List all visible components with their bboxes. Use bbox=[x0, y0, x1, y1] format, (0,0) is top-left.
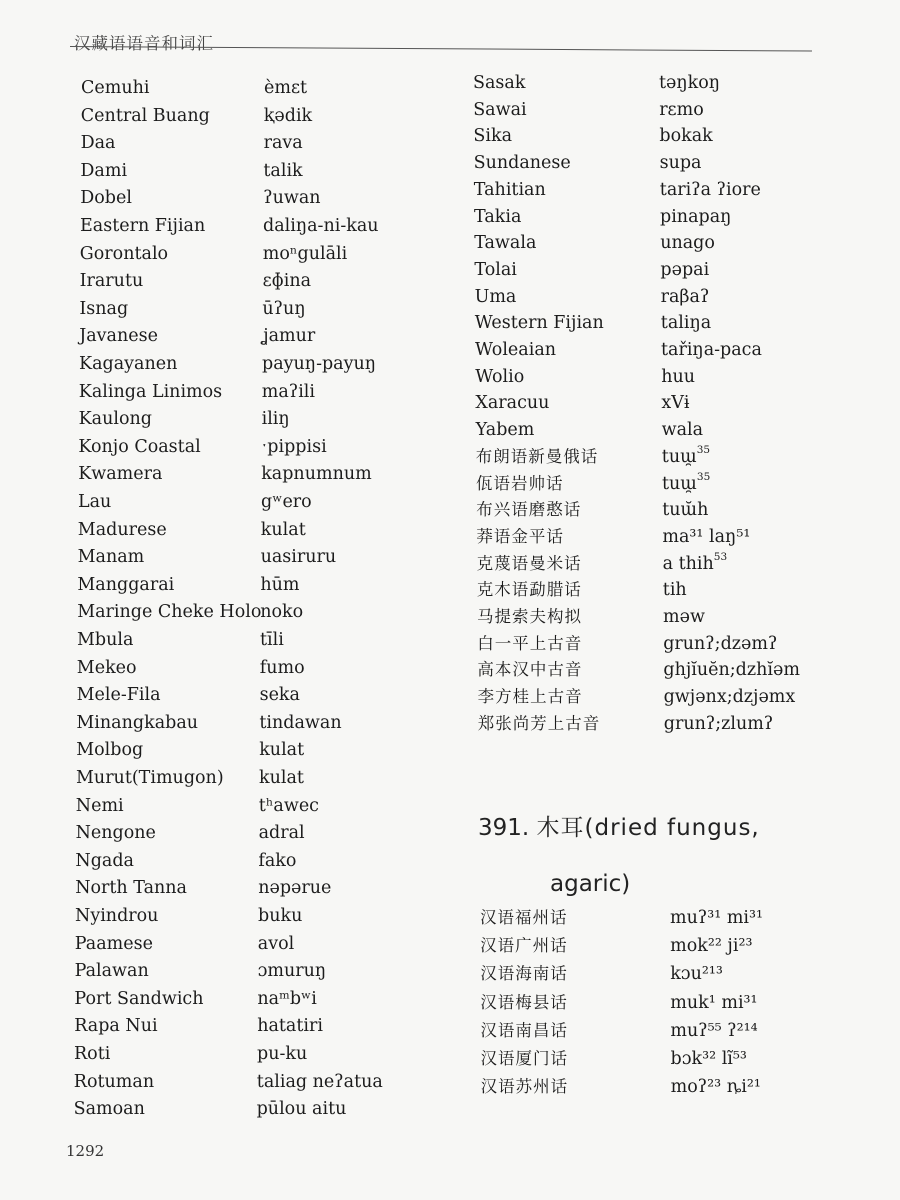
word-text: ɔmuruŋ bbox=[257, 961, 327, 982]
word-text: supa bbox=[659, 153, 702, 174]
word-form bbox=[670, 961, 723, 987]
word-form bbox=[257, 1013, 323, 1039]
entry-row bbox=[476, 444, 710, 470]
word-text: fako bbox=[258, 850, 297, 871]
word-text: gwjənx;dzjəmx bbox=[663, 687, 796, 708]
language-name: Nengone bbox=[75, 823, 156, 844]
word-form bbox=[664, 684, 796, 710]
word-text: moⁿgulāli bbox=[262, 243, 348, 264]
word-form bbox=[258, 875, 331, 901]
language-name: Murut(Timugon) bbox=[76, 768, 224, 788]
language-name: Sika bbox=[473, 126, 513, 147]
word-form bbox=[261, 544, 337, 570]
language-name: Ngada bbox=[75, 850, 134, 871]
word-text: kulat bbox=[260, 519, 306, 540]
word-text: payuŋ-payuŋ bbox=[262, 354, 377, 374]
entry-row bbox=[475, 390, 689, 416]
word-text: hatatiri bbox=[257, 1016, 323, 1037]
entry-row bbox=[80, 268, 311, 294]
entry-row bbox=[77, 572, 299, 598]
language-name: 汉语广州话 bbox=[480, 936, 568, 956]
language-name: 汉语苏州话 bbox=[480, 1077, 569, 1097]
language-name: Woleaian bbox=[475, 340, 557, 360]
language-name: Kaulong bbox=[78, 409, 152, 430]
word-form bbox=[262, 296, 305, 322]
word-text: pu-ku bbox=[257, 1044, 308, 1064]
word-text: pūlou aitu bbox=[256, 1099, 347, 1120]
entry-row bbox=[481, 1046, 747, 1072]
word-form bbox=[260, 599, 303, 625]
language-name: 马提索夫构拟 bbox=[477, 607, 582, 626]
word-form bbox=[663, 657, 800, 683]
entry-row bbox=[77, 682, 300, 708]
language-name: Irarutu bbox=[79, 271, 144, 292]
language-name: Gorontalo bbox=[79, 243, 169, 264]
word-text: noko bbox=[260, 602, 304, 623]
entry-row bbox=[79, 351, 376, 377]
entry-row bbox=[77, 599, 303, 625]
word-form bbox=[671, 1074, 761, 1100]
word-form bbox=[257, 986, 316, 1012]
word-form bbox=[661, 337, 762, 363]
word-form bbox=[660, 230, 715, 256]
language-name: Madurese bbox=[77, 519, 167, 540]
entry-row bbox=[75, 958, 327, 984]
word-form bbox=[257, 1096, 347, 1122]
entry-row bbox=[78, 517, 306, 543]
entry-row bbox=[80, 185, 320, 211]
language-name: Maringe Cheke Holo bbox=[77, 602, 262, 623]
language-name: Western Fijian bbox=[474, 313, 604, 334]
language-name: 汉语福州话 bbox=[480, 908, 568, 927]
word-form bbox=[661, 310, 711, 336]
entry-row bbox=[474, 230, 715, 256]
entry-row bbox=[75, 903, 302, 929]
word-form bbox=[263, 241, 347, 267]
word-text: xVɨ bbox=[661, 393, 690, 414]
word-form bbox=[261, 434, 326, 460]
language-name: 郑张尚芳上古音 bbox=[477, 713, 601, 733]
word-text: taliŋa bbox=[660, 313, 712, 334]
entry-row bbox=[75, 875, 331, 901]
word-text: gʷero bbox=[261, 492, 312, 512]
tone-superscript: 35 bbox=[696, 470, 711, 483]
language-name: Nyindrou bbox=[75, 906, 159, 926]
word-form bbox=[670, 933, 752, 959]
word-text: tuɯ̯ bbox=[661, 446, 697, 467]
entry-row bbox=[76, 710, 341, 736]
entry-row bbox=[78, 489, 312, 515]
word-text: huu bbox=[661, 366, 695, 387]
language-name: North Tanna bbox=[75, 878, 187, 899]
word-form bbox=[663, 551, 728, 577]
word-form bbox=[258, 958, 327, 984]
word-text: tuɯ̯ bbox=[662, 473, 697, 494]
entry-row bbox=[80, 213, 379, 239]
word-form bbox=[259, 793, 319, 819]
word-text: avol bbox=[257, 933, 295, 954]
word-text: tuɯ̆h bbox=[662, 500, 709, 521]
entry-row bbox=[478, 711, 773, 737]
language-name: Xaracuu bbox=[475, 393, 550, 414]
language-name: 汉语南昌话 bbox=[480, 1020, 568, 1040]
language-name: Kalinga Linimos bbox=[78, 381, 223, 402]
entry-row bbox=[480, 933, 752, 959]
word-form bbox=[659, 97, 704, 123]
language-name: Kagayanen bbox=[79, 354, 178, 374]
word-form bbox=[664, 711, 773, 737]
word-text: kulat bbox=[259, 768, 304, 788]
word-text: ʔuwan bbox=[263, 188, 321, 209]
language-name: Isnag bbox=[79, 298, 129, 319]
entry-row bbox=[480, 961, 723, 987]
word-form bbox=[260, 655, 305, 681]
word-form bbox=[263, 185, 320, 211]
entry-row bbox=[475, 284, 710, 310]
entry-row bbox=[74, 1013, 323, 1039]
entry-row bbox=[474, 257, 709, 283]
word-text: ma³¹ laŋ⁵¹ bbox=[662, 526, 751, 547]
entry-row bbox=[79, 406, 290, 432]
entry-row bbox=[477, 577, 687, 603]
word-text: kɔu²¹³ bbox=[670, 964, 723, 985]
language-name: Minangkabau bbox=[76, 712, 199, 733]
entry-row bbox=[81, 130, 303, 156]
word-form bbox=[261, 517, 306, 543]
word-text: ghjĭuĕn;dzhĭəm bbox=[663, 660, 800, 681]
word-text: mok²² ji²³ bbox=[670, 936, 753, 957]
word-text: talik bbox=[263, 160, 303, 181]
language-name: Manggarai bbox=[77, 574, 175, 595]
entry-row bbox=[476, 417, 703, 443]
word-text: tariʔa ʔiore bbox=[659, 179, 761, 200]
entry-row bbox=[473, 123, 712, 149]
language-name: Rotuman bbox=[73, 1071, 155, 1092]
word-text: wala bbox=[661, 420, 704, 441]
language-name: Sawai bbox=[473, 99, 527, 120]
word-form bbox=[263, 268, 311, 294]
language-name: 汉语梅县话 bbox=[480, 992, 568, 1012]
word-text: taliag neʔatua bbox=[256, 1071, 383, 1092]
word-text: tʰawec bbox=[258, 795, 319, 816]
word-form bbox=[259, 820, 305, 846]
language-name: 布朗语新曼俄话 bbox=[475, 446, 599, 466]
word-form bbox=[258, 848, 296, 874]
language-name: Samoan bbox=[73, 1099, 145, 1120]
word-form bbox=[260, 682, 300, 708]
entry-row bbox=[79, 379, 315, 405]
language-name: Uma bbox=[474, 286, 517, 307]
word-form bbox=[262, 351, 376, 377]
entry-row bbox=[81, 75, 307, 101]
entry-row bbox=[480, 990, 757, 1016]
word-text: bokak bbox=[659, 126, 713, 147]
word-text: seka bbox=[259, 685, 300, 706]
word-form bbox=[662, 471, 710, 497]
language-name: Konjo Coastal bbox=[78, 436, 201, 457]
word-form bbox=[260, 572, 299, 598]
language-name: Javanese bbox=[79, 326, 158, 347]
word-text: èmɛt bbox=[264, 78, 308, 98]
language-name: Port Sandwich bbox=[74, 988, 204, 1009]
entry-row bbox=[74, 986, 316, 1012]
section-title-line2: agaric) bbox=[550, 871, 631, 897]
language-name: Eastern Fijian bbox=[80, 216, 206, 236]
word-form bbox=[663, 577, 687, 603]
language-name: Takia bbox=[474, 206, 522, 227]
word-text: ˑpippisi bbox=[261, 436, 327, 457]
entry-row bbox=[475, 364, 695, 390]
language-name: Dobel bbox=[80, 188, 132, 209]
entry-row bbox=[477, 551, 728, 577]
word-text: maʔili bbox=[261, 381, 315, 402]
entry-row bbox=[474, 177, 761, 203]
word-text: unago bbox=[660, 233, 715, 254]
entry-row bbox=[74, 1096, 347, 1122]
word-form bbox=[663, 631, 777, 657]
tone-superscript: 35 bbox=[696, 443, 711, 456]
entry-row bbox=[477, 657, 800, 683]
word-text: muʔ⁵⁵ ʔ²¹⁴ bbox=[670, 1020, 758, 1041]
language-name: Central Buang bbox=[80, 105, 210, 126]
entry-row bbox=[477, 631, 777, 657]
entry-row bbox=[76, 765, 304, 791]
word-text: pinapaŋ bbox=[660, 206, 732, 227]
word-text: ⱪədik bbox=[263, 105, 313, 126]
word-text: iliŋ bbox=[261, 409, 290, 430]
entry-row bbox=[78, 434, 326, 460]
entry-row bbox=[473, 97, 704, 123]
word-form bbox=[662, 444, 710, 470]
language-name: 克蔑语曼米话 bbox=[476, 553, 582, 573]
section-heading bbox=[478, 800, 838, 912]
language-name: Mekeo bbox=[76, 657, 137, 678]
language-name: Cemuhi bbox=[81, 78, 150, 98]
entry-row bbox=[75, 848, 296, 874]
language-name: 佤语岩帅话 bbox=[476, 473, 564, 493]
language-name: Mbula bbox=[77, 630, 134, 650]
word-form bbox=[670, 1018, 757, 1044]
entry-row bbox=[476, 497, 708, 523]
word-text: təŋkoŋ bbox=[659, 73, 721, 93]
entry-row bbox=[478, 684, 796, 710]
entry-row bbox=[480, 1018, 757, 1044]
word-form bbox=[659, 123, 712, 149]
word-form bbox=[660, 204, 731, 230]
language-name: Nemi bbox=[75, 795, 124, 816]
word-text: tindawan bbox=[259, 712, 342, 733]
word-form bbox=[261, 489, 312, 515]
word-text: muʔ³¹ mi³¹ bbox=[670, 908, 764, 928]
entry-row bbox=[75, 931, 294, 957]
entry-row bbox=[476, 471, 710, 497]
language-name: Roti bbox=[74, 1044, 111, 1064]
word-form bbox=[660, 150, 702, 176]
entry-row bbox=[475, 310, 711, 336]
entry-row bbox=[78, 461, 372, 487]
entry-row bbox=[74, 1069, 383, 1095]
language-name: Sasak bbox=[473, 73, 526, 93]
word-text: hūm bbox=[260, 574, 300, 595]
running-head: 汉藏语语音和词汇 bbox=[74, 34, 214, 53]
word-text: rava bbox=[263, 133, 303, 154]
word-form bbox=[262, 323, 315, 349]
language-name: Tawala bbox=[474, 233, 537, 254]
language-name: 汉语厦门话 bbox=[480, 1049, 568, 1068]
language-name: Wolio bbox=[475, 366, 525, 387]
word-text: naᵐbʷi bbox=[257, 988, 317, 1009]
word-text: uasiruru bbox=[260, 547, 337, 568]
language-name: Tahitian bbox=[473, 179, 546, 200]
word-text: tih bbox=[662, 580, 687, 601]
entry-row bbox=[481, 1074, 761, 1100]
entry-row bbox=[79, 323, 315, 349]
word-form bbox=[262, 406, 290, 432]
word-form bbox=[264, 75, 307, 101]
language-name: Molbog bbox=[76, 740, 144, 761]
word-form bbox=[660, 177, 761, 203]
word-text: moʔ²³ ȵi²¹ bbox=[670, 1077, 761, 1098]
word-text: ūʔuŋ bbox=[262, 298, 306, 319]
word-text: kapnumnum bbox=[261, 464, 372, 485]
tone-superscript: 53 bbox=[713, 550, 728, 563]
word-form bbox=[259, 710, 341, 736]
entry-row bbox=[76, 793, 319, 819]
word-form bbox=[260, 627, 284, 653]
section-title-line1: 木耳(dried fungus, bbox=[536, 815, 760, 841]
entry-row bbox=[79, 296, 305, 322]
entry-row bbox=[474, 204, 731, 230]
word-text: adral bbox=[258, 823, 305, 844]
entry-row bbox=[78, 544, 337, 570]
word-text: rɛmo bbox=[659, 99, 704, 120]
language-name: 汉语海南话 bbox=[480, 964, 568, 984]
word-text: fumo bbox=[259, 657, 305, 678]
language-name: Palawan bbox=[74, 961, 149, 982]
word-form bbox=[670, 990, 757, 1016]
word-form bbox=[661, 390, 689, 416]
language-name: 高本汉中古音 bbox=[477, 660, 583, 680]
word-form bbox=[659, 70, 720, 96]
language-name: Paamese bbox=[74, 933, 153, 954]
word-text: tařiŋa-paca bbox=[661, 340, 762, 360]
language-name: Kwamera bbox=[78, 464, 163, 485]
word-form bbox=[259, 765, 304, 791]
language-name: Dami bbox=[80, 160, 128, 181]
language-name: Mele-Fila bbox=[76, 685, 161, 706]
language-name: 布兴语磨憨话 bbox=[476, 500, 582, 520]
word-text: grunʔ;zlumʔ bbox=[663, 713, 774, 734]
language-name: 莽语金平话 bbox=[476, 526, 564, 546]
word-form bbox=[662, 417, 703, 443]
language-name: 克木语勐腊话 bbox=[476, 580, 582, 600]
word-form bbox=[259, 737, 304, 763]
entry-row bbox=[474, 150, 702, 176]
word-text: daliŋa-ni-kau bbox=[263, 216, 379, 236]
language-name: Sundanese bbox=[473, 153, 571, 174]
word-form bbox=[262, 379, 315, 405]
word-form bbox=[258, 931, 294, 957]
language-name: Lau bbox=[78, 492, 112, 512]
word-form bbox=[258, 903, 302, 929]
entry-row bbox=[77, 655, 305, 681]
word-form bbox=[661, 284, 710, 310]
word-text: muk¹ mi³¹ bbox=[670, 992, 758, 1013]
entry-row bbox=[81, 103, 312, 129]
word-form bbox=[671, 1046, 747, 1072]
language-name: Rapa Nui bbox=[74, 1016, 158, 1037]
entry-row bbox=[76, 737, 304, 763]
word-form bbox=[261, 461, 372, 487]
entry-row bbox=[77, 627, 284, 653]
word-form bbox=[661, 364, 695, 390]
entry-row bbox=[80, 241, 347, 267]
page-number: 1292 bbox=[66, 1142, 105, 1160]
word-text: kulat bbox=[259, 740, 305, 761]
word-text: nəpərue bbox=[258, 878, 332, 899]
word-text: grunʔ;dzəmʔ bbox=[663, 633, 778, 654]
word-text: buku bbox=[258, 906, 303, 926]
word-text: ʝamur bbox=[262, 326, 316, 347]
entry-row bbox=[476, 524, 750, 550]
word-form bbox=[257, 1041, 307, 1067]
word-text: a thih bbox=[662, 553, 714, 574]
entry-row bbox=[80, 158, 302, 184]
word-form bbox=[662, 497, 708, 523]
language-name: Tolai bbox=[474, 259, 517, 280]
word-form bbox=[663, 604, 705, 630]
word-form bbox=[662, 524, 750, 550]
word-text: ɛɸina bbox=[262, 271, 312, 292]
language-name: 李方桂上古音 bbox=[477, 687, 583, 707]
entry-row bbox=[477, 604, 705, 630]
word-form bbox=[264, 103, 312, 129]
entry-row bbox=[76, 820, 305, 846]
word-form bbox=[257, 1069, 383, 1095]
word-form bbox=[263, 158, 302, 184]
word-text: məw bbox=[663, 607, 705, 627]
entry-row bbox=[475, 337, 762, 363]
word-text: raβaʔ bbox=[660, 286, 710, 307]
entry-row bbox=[473, 70, 720, 96]
word-text: pəpai bbox=[660, 259, 710, 280]
entry-row bbox=[74, 1041, 307, 1067]
word-text: bɔk³² lĩ⁵³ bbox=[670, 1049, 747, 1069]
word-text: tīli bbox=[260, 630, 284, 650]
section-number: 391. bbox=[478, 815, 530, 841]
language-name: Manam bbox=[77, 547, 145, 568]
word-form bbox=[660, 257, 709, 283]
language-name: Yabem bbox=[475, 420, 535, 441]
language-name: 白一平上古音 bbox=[477, 633, 583, 653]
language-name: Daa bbox=[80, 133, 116, 154]
word-form bbox=[264, 130, 303, 156]
word-form bbox=[263, 213, 379, 239]
